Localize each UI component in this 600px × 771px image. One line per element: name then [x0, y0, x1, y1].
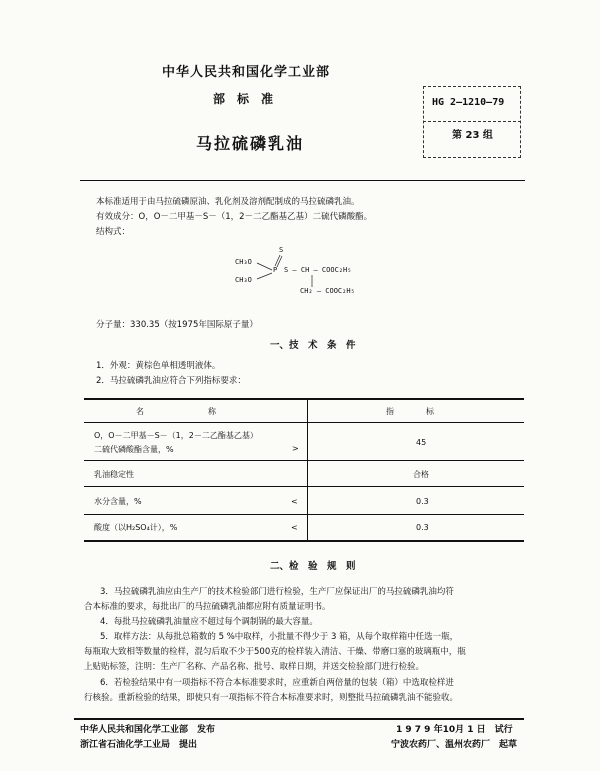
- standard-group: 第 23 组: [452, 130, 493, 141]
- row-name-line1: 酸度（以H₂SO₄计），%: [94, 523, 178, 532]
- row-value: 45: [416, 438, 427, 447]
- standard-code: HG 2—1210—79: [432, 97, 505, 108]
- item-requirements-intro: 2．马拉硫磷乳油应符合下列指标要求：: [96, 376, 246, 386]
- header-rule: [80, 180, 525, 181]
- para-5-line1: 5．取样方法：从每批总箱数的 5 %中取样，小批量不得少于 3 箱，从每个取样箱中任选一瓶，: [100, 632, 459, 642]
- row-name-line1: 乳油稳定性: [94, 470, 134, 479]
- page-title: 马拉硫磷乳油: [196, 134, 305, 153]
- table-header-index: 指 标: [386, 407, 434, 416]
- item-appearance: 1．外观：黄棕色单相透明液体。: [96, 361, 221, 371]
- formula-s-double: S: [279, 246, 284, 254]
- para-6-line1: 6．若检验结果中有一项指标不符合本标准要求时，应重新自两倍量的包装（箱）中选取检样进: [100, 678, 454, 688]
- para-5-line3: 上贴贴标签，注明：生产厂名称、产品名称、批号、取样日期，并送交检验部门进行检验。: [84, 662, 425, 672]
- formula-ch3o-top: CH₃O: [235, 258, 252, 266]
- formula-p: P: [273, 266, 278, 274]
- standard-type: 部 标 准: [213, 92, 274, 106]
- row-name-line1: O，O－二甲基－S－（1，2－二乙酯基乙基）: [94, 431, 258, 440]
- footer-proposer: 浙江省石油化学工业局 提出: [80, 740, 198, 750]
- footer-rule: [74, 718, 524, 720]
- footer-date: 1 9 7 9 年10月 1 日 试行: [396, 725, 513, 735]
- row-operator: >: [292, 444, 299, 453]
- row-operator: <: [291, 523, 298, 532]
- section-inspection-rules: 二、检 验 规 则: [270, 561, 356, 572]
- ministry-name: 中华人民共和国化学工业部: [162, 65, 331, 80]
- intro-structure-label: 结构式：: [96, 227, 131, 237]
- para-3-line1: 3．马拉硫磷乳油应由生产厂的技术检验部门进行检验，生产厂应保证出厂的马拉硫磷乳油均符: [100, 587, 454, 597]
- row-name-line1: 水分含量，%: [94, 497, 142, 506]
- row-value: 合格: [413, 470, 429, 479]
- molecular-weight: 分子量：330.35（按1975年国际原子量）: [96, 320, 258, 330]
- footer-issuer: 中华人民共和国化学工业部 发布: [80, 725, 216, 735]
- intro-active-ingredient: 有效成分：O，O－二甲基－S－（1，2－二乙酯基乙基）二硫代磷酸酯。: [96, 212, 373, 222]
- structural-formula: [230, 242, 390, 302]
- para-5-line2: 每瓶取大致相等数量的检样，混匀后取不少于500克的检样装入清洁、干燥、带磨口塞的玻璃瓶中，瓶: [84, 647, 466, 657]
- standard-code-box: [423, 86, 521, 158]
- para-4: 4．每批马拉硫磷乳油量应不超过每个调制锅的最大容量。: [100, 617, 318, 627]
- formula-s-ch: S — CH — COOC₂H₅: [284, 266, 352, 274]
- section-technical-requirements: 一、技 术 条 件: [270, 340, 356, 351]
- para-3-line2: 合本标准的要求，每批出厂的马拉硫磷乳油都应附有质量证明书。: [84, 602, 331, 612]
- specification-table: [84, 398, 524, 541]
- formula-ch2: CH₂ — COOC₂H₅: [300, 287, 355, 295]
- footer-drafters: 宁波农药厂、温州农药厂 起草: [391, 740, 518, 750]
- row-operator: <: [291, 497, 298, 506]
- para-6-line2: 行核验。重新检验的结果，即使只有一项指标不符合本标准要求时，则整批马拉硫磷乳油不能验收。: [84, 693, 459, 703]
- row-name-line2: 二硫代磷酸酯含量，%: [94, 445, 174, 454]
- intro-scope: 本标准适用于由马拉硫磷原油、乳化剂及溶剂配制成的马拉硫磷乳油。: [96, 197, 360, 207]
- row-value: 0.3: [416, 523, 429, 532]
- table-header-name: 名 称: [136, 407, 216, 416]
- formula-bonds: [230, 242, 390, 302]
- formula-ch3o-bottom: CH₃O: [235, 276, 252, 284]
- row-value: 0.3: [416, 497, 429, 506]
